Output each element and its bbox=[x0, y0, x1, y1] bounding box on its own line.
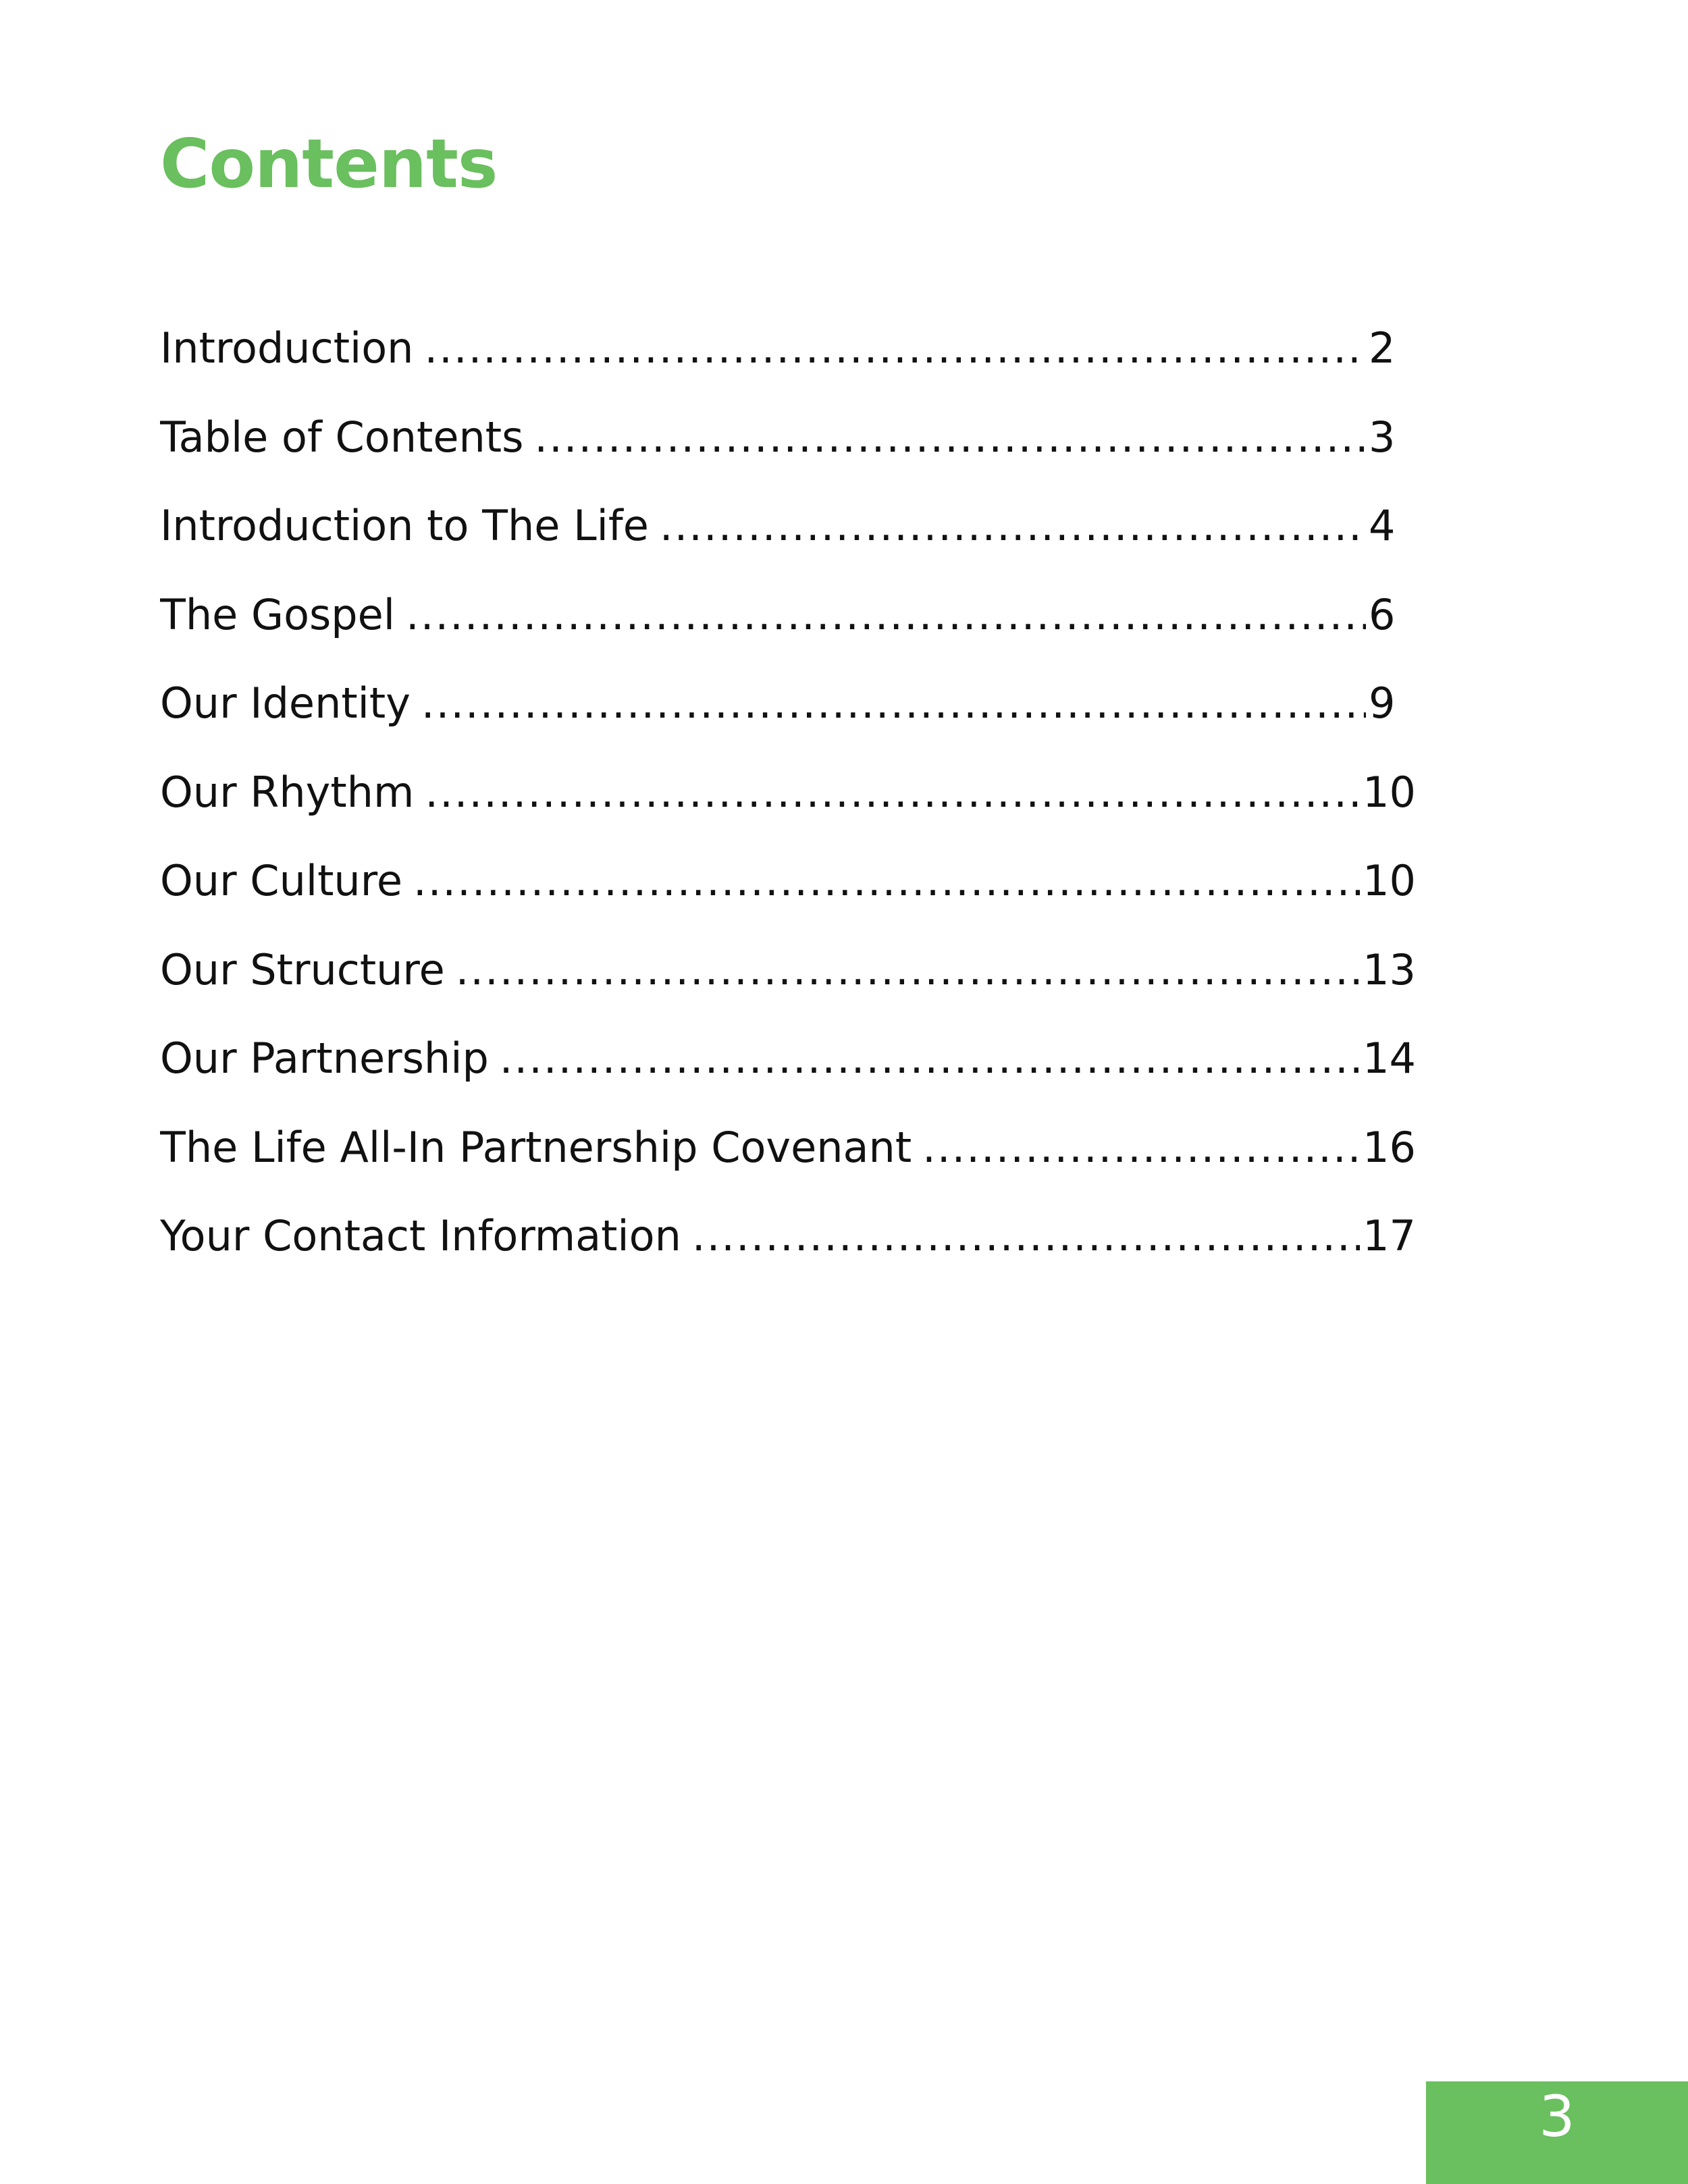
toc-entry-label: Our Culture bbox=[160, 856, 402, 905]
toc-entry-page: 3 bbox=[1369, 412, 1396, 462]
toc-dot-leader bbox=[692, 1192, 1360, 1281]
toc-dot-leader bbox=[456, 926, 1360, 1015]
toc-entry-our-identity[interactable] bbox=[160, 659, 1416, 748]
toc-entry-label: Our Partnership bbox=[160, 1034, 489, 1083]
toc-entry-page: 17 bbox=[1363, 1211, 1416, 1260]
toc-entry-label: Introduction bbox=[160, 323, 414, 373]
toc-dot-leader bbox=[424, 304, 1366, 393]
toc-entry-label: Introduction to The Life bbox=[160, 501, 649, 550]
toc-entry-page: 4 bbox=[1369, 501, 1396, 550]
toc-entry-page: 13 bbox=[1363, 944, 1416, 994]
toc-entry-our-structure[interactable] bbox=[160, 926, 1416, 1015]
toc-entry-label: Our Rhythm bbox=[160, 767, 415, 817]
toc-dot-leader bbox=[660, 481, 1366, 570]
toc-entry-contact-information[interactable] bbox=[160, 1192, 1416, 1281]
toc-dot-leader bbox=[922, 1103, 1360, 1192]
toc-dot-leader bbox=[406, 570, 1366, 660]
toc-entry-page: 10 bbox=[1363, 767, 1416, 817]
toc-entry-page: 14 bbox=[1363, 1034, 1416, 1083]
toc-dot-leader bbox=[534, 393, 1366, 482]
toc-entry-label: Your Contact Information bbox=[160, 1211, 681, 1260]
toc-entry-the-gospel[interactable] bbox=[160, 570, 1416, 660]
toc-entry-introduction-to-the-life[interactable] bbox=[160, 481, 1416, 570]
table-of-contents bbox=[160, 304, 1416, 1281]
toc-entry-our-partnership[interactable] bbox=[160, 1014, 1416, 1103]
toc-entry-our-culture[interactable] bbox=[160, 836, 1416, 926]
toc-dot-leader bbox=[413, 836, 1360, 926]
toc-dot-leader bbox=[421, 659, 1366, 748]
toc-dot-leader bbox=[425, 748, 1360, 837]
toc-entry-our-rhythm[interactable] bbox=[160, 748, 1416, 837]
toc-entry-label: The Gospel bbox=[160, 589, 396, 639]
toc-entry-label: Our Identity bbox=[160, 678, 411, 728]
toc-entry-page: 9 bbox=[1369, 678, 1396, 728]
toc-entry-label: Our Structure bbox=[160, 944, 445, 994]
toc-entry-page: 6 bbox=[1369, 589, 1396, 639]
toc-entry-table-of-contents[interactable] bbox=[160, 393, 1416, 482]
toc-entry-page: 2 bbox=[1369, 323, 1396, 373]
toc-entry-partnership-covenant[interactable] bbox=[160, 1103, 1416, 1192]
toc-dot-leader bbox=[500, 1014, 1360, 1103]
toc-entry-label: Table of Contents bbox=[160, 412, 524, 462]
toc-entry-page: 10 bbox=[1363, 856, 1416, 905]
page-number-tab: 3 bbox=[1426, 2081, 1688, 2184]
toc-entry-page: 16 bbox=[1363, 1122, 1416, 1172]
toc-entry-label: The Life All-In Partnership Covenant bbox=[160, 1122, 912, 1172]
toc-entry-introduction[interactable] bbox=[160, 304, 1416, 393]
page-title: Contents bbox=[160, 124, 498, 203]
